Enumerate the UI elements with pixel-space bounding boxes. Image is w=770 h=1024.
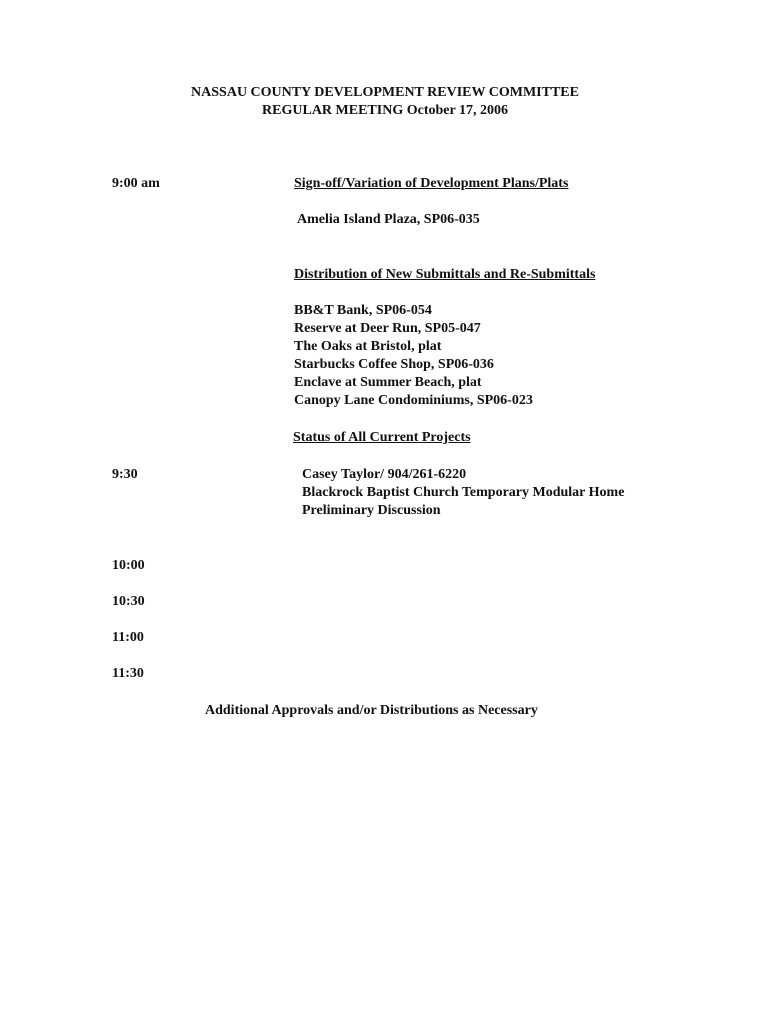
- list-item: BB&T Bank, SP06-054: [294, 303, 432, 318]
- list-item: The Oaks at Bristol, plat: [294, 339, 442, 354]
- item-930-line: Casey Taylor/ 904/261-6220: [302, 467, 467, 482]
- time-slot-930: 9:30: [112, 467, 138, 482]
- item-930-details: [302, 466, 624, 520]
- list-item: Starbucks Coffee Shop, SP06-036: [294, 357, 494, 372]
- distribution-heading: Distribution of New Submittals and Re-Submittals: [294, 267, 596, 282]
- document-title-line1: NASSAU COUNTY DEVELOPMENT REVIEW COMMITTEE: [191, 85, 579, 100]
- time-slot-1100: 11:00: [112, 630, 144, 645]
- distribution-list: [294, 302, 533, 410]
- status-heading: Status of All Current Projects: [293, 430, 471, 445]
- list-item: Enclave at Summer Beach, plat: [294, 375, 482, 390]
- list-item: Canopy Lane Condominiums, SP06-023: [294, 393, 533, 408]
- item-930-line: Blackrock Baptist Church Temporary Modular Home: [302, 485, 625, 500]
- signoff-item: Amelia Island Plaza, SP06-035: [297, 212, 480, 227]
- time-slot-1130: 11:30: [112, 666, 144, 681]
- time-slot-1030: 10:30: [112, 594, 145, 609]
- time-slot-1000: 10:00: [112, 558, 145, 573]
- time-slot-900: 9:00 am: [112, 176, 160, 191]
- item-930-line: Preliminary Discussion: [302, 503, 441, 518]
- signoff-heading: Sign-off/Variation of Development Plans/Plats: [294, 176, 569, 191]
- document-title-line2: REGULAR MEETING October 17, 2006: [262, 103, 508, 118]
- list-item: Reserve at Deer Run, SP05-047: [294, 321, 481, 336]
- closing-note: Additional Approvals and/or Distributions as Necessary: [205, 703, 538, 718]
